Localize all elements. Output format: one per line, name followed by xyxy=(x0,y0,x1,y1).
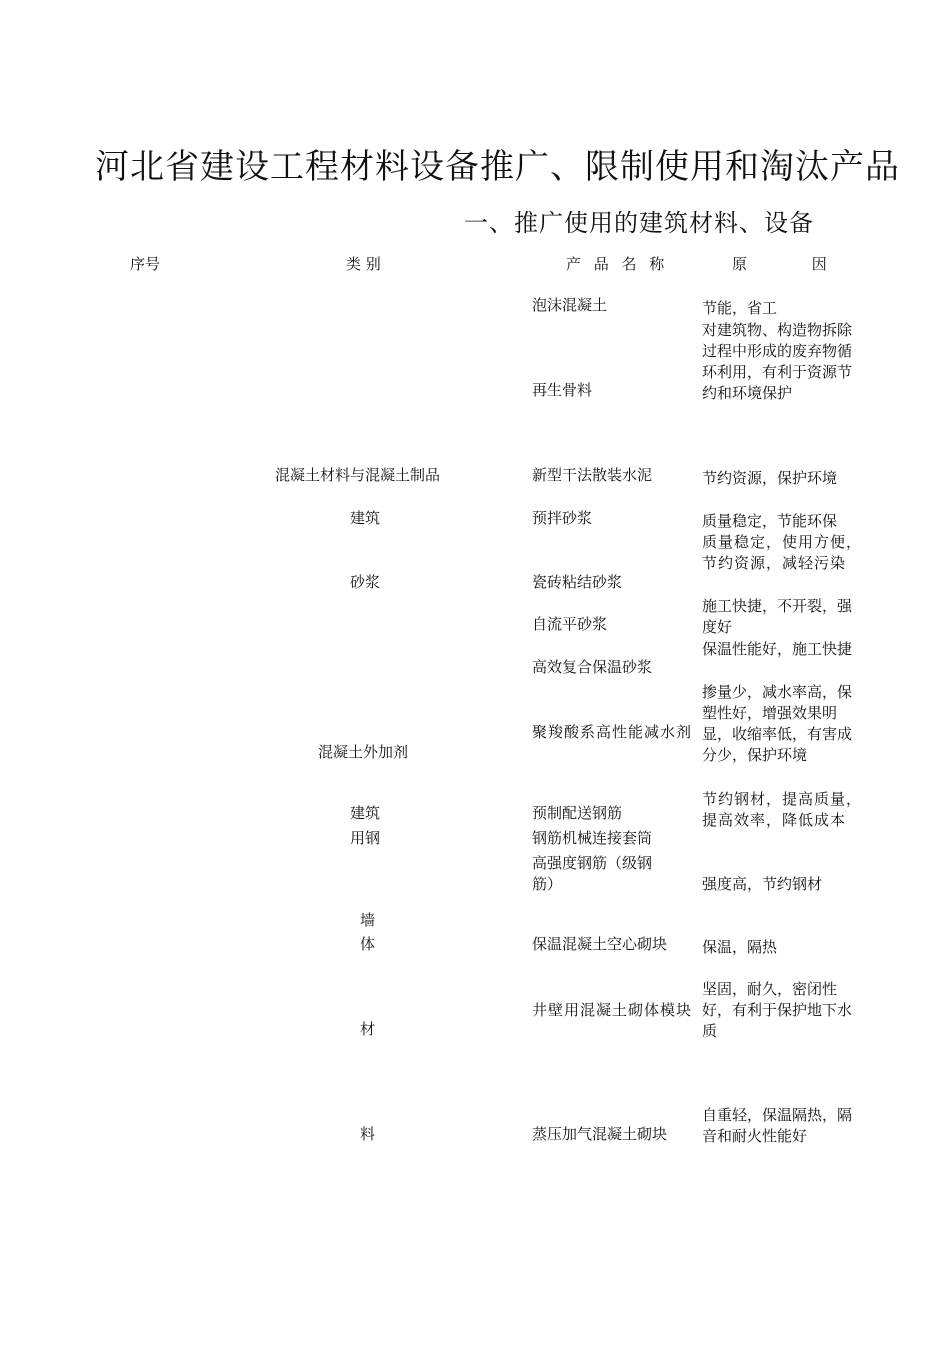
category-wall-line3: 材 xyxy=(360,1020,376,1038)
reason-text: 质量稳定，使用方便，节约资源，减轻污染 xyxy=(702,533,863,572)
category-steel-line1: 建筑 xyxy=(350,804,381,822)
product-name: 预拌砂浆 xyxy=(532,509,593,527)
reason-text: 节约资源，保护环境 xyxy=(702,469,838,487)
reason-text: 节能，省工 xyxy=(702,299,778,317)
product-name: 高强度钢筋（级钢筋） xyxy=(532,854,653,893)
category-mortar-line1: 建筑 xyxy=(350,509,381,527)
product-name: 聚羧酸系高性能减水剂 xyxy=(532,723,693,741)
reason-text: 节约钢材，提高质量，提高效率，降低成本 xyxy=(702,790,863,829)
reason-text: 坚固，耐久，密闭性好，有利于保护地下水质 xyxy=(702,980,853,1040)
product-name: 井壁用混凝土砌体模块 xyxy=(532,1001,693,1019)
category-wall-line4: 料 xyxy=(360,1125,376,1143)
product-name: 新型干法散装水泥 xyxy=(532,466,653,484)
page-title: 河北省建设工程材料设备推广、限制使用和淘汰产品 xyxy=(95,147,900,187)
reason-text: 施工快捷，不开裂，强度好 xyxy=(702,597,853,636)
header-reason: 原 因 xyxy=(732,255,857,273)
product-name: 蒸压加气混凝土砌块 xyxy=(532,1125,668,1143)
reason-text: 强度高，节约钢材 xyxy=(702,875,823,893)
reason-text: 自重轻，保温隔热，隔音和耐火性能好 xyxy=(702,1106,853,1145)
product-name: 自流平砂浆 xyxy=(532,615,608,633)
category-concrete: 混凝土材料与混凝土制品 xyxy=(275,466,441,484)
header-seq: 序号 xyxy=(130,255,161,273)
category-admixture: 混凝土外加剂 xyxy=(318,743,409,761)
reason-text: 对建筑物、构造物拆除过程中形成的废弃物循环利用，有利于资源节约和环境保护 xyxy=(702,321,853,402)
product-name: 保温混凝土空心砌块 xyxy=(532,935,668,953)
header-category: 类 别 xyxy=(346,255,381,273)
category-steel-line2: 用钢 xyxy=(350,829,381,847)
product-name: 高效复合保温砂浆 xyxy=(532,658,653,676)
header-product: 产 品 名 称 xyxy=(566,255,669,273)
reason-text: 保温，隔热 xyxy=(702,938,778,956)
category-wall-line2: 体 xyxy=(360,935,376,953)
product-name: 泡沫混凝土 xyxy=(532,296,608,314)
section-subtitle: 一、推广使用的建筑材料、设备 xyxy=(464,209,814,237)
product-name: 再生骨料 xyxy=(532,381,593,399)
reason-text: 掺量少，减水率高，保塑性好，增强效果明显，收缩率低，有害成分少，保护环境 xyxy=(702,683,853,764)
category-wall-line1: 墙 xyxy=(360,911,376,929)
category-mortar-line2: 砂浆 xyxy=(350,573,381,591)
reason-text: 质量稳定，节能环保 xyxy=(702,512,838,530)
product-name: 瓷砖粘结砂浆 xyxy=(532,573,623,591)
product-name: 钢筋机械连接套筒 xyxy=(532,829,653,847)
product-name: 预制配送钢筋 xyxy=(532,804,623,822)
reason-text: 保温性能好，施工快捷 xyxy=(702,640,853,658)
